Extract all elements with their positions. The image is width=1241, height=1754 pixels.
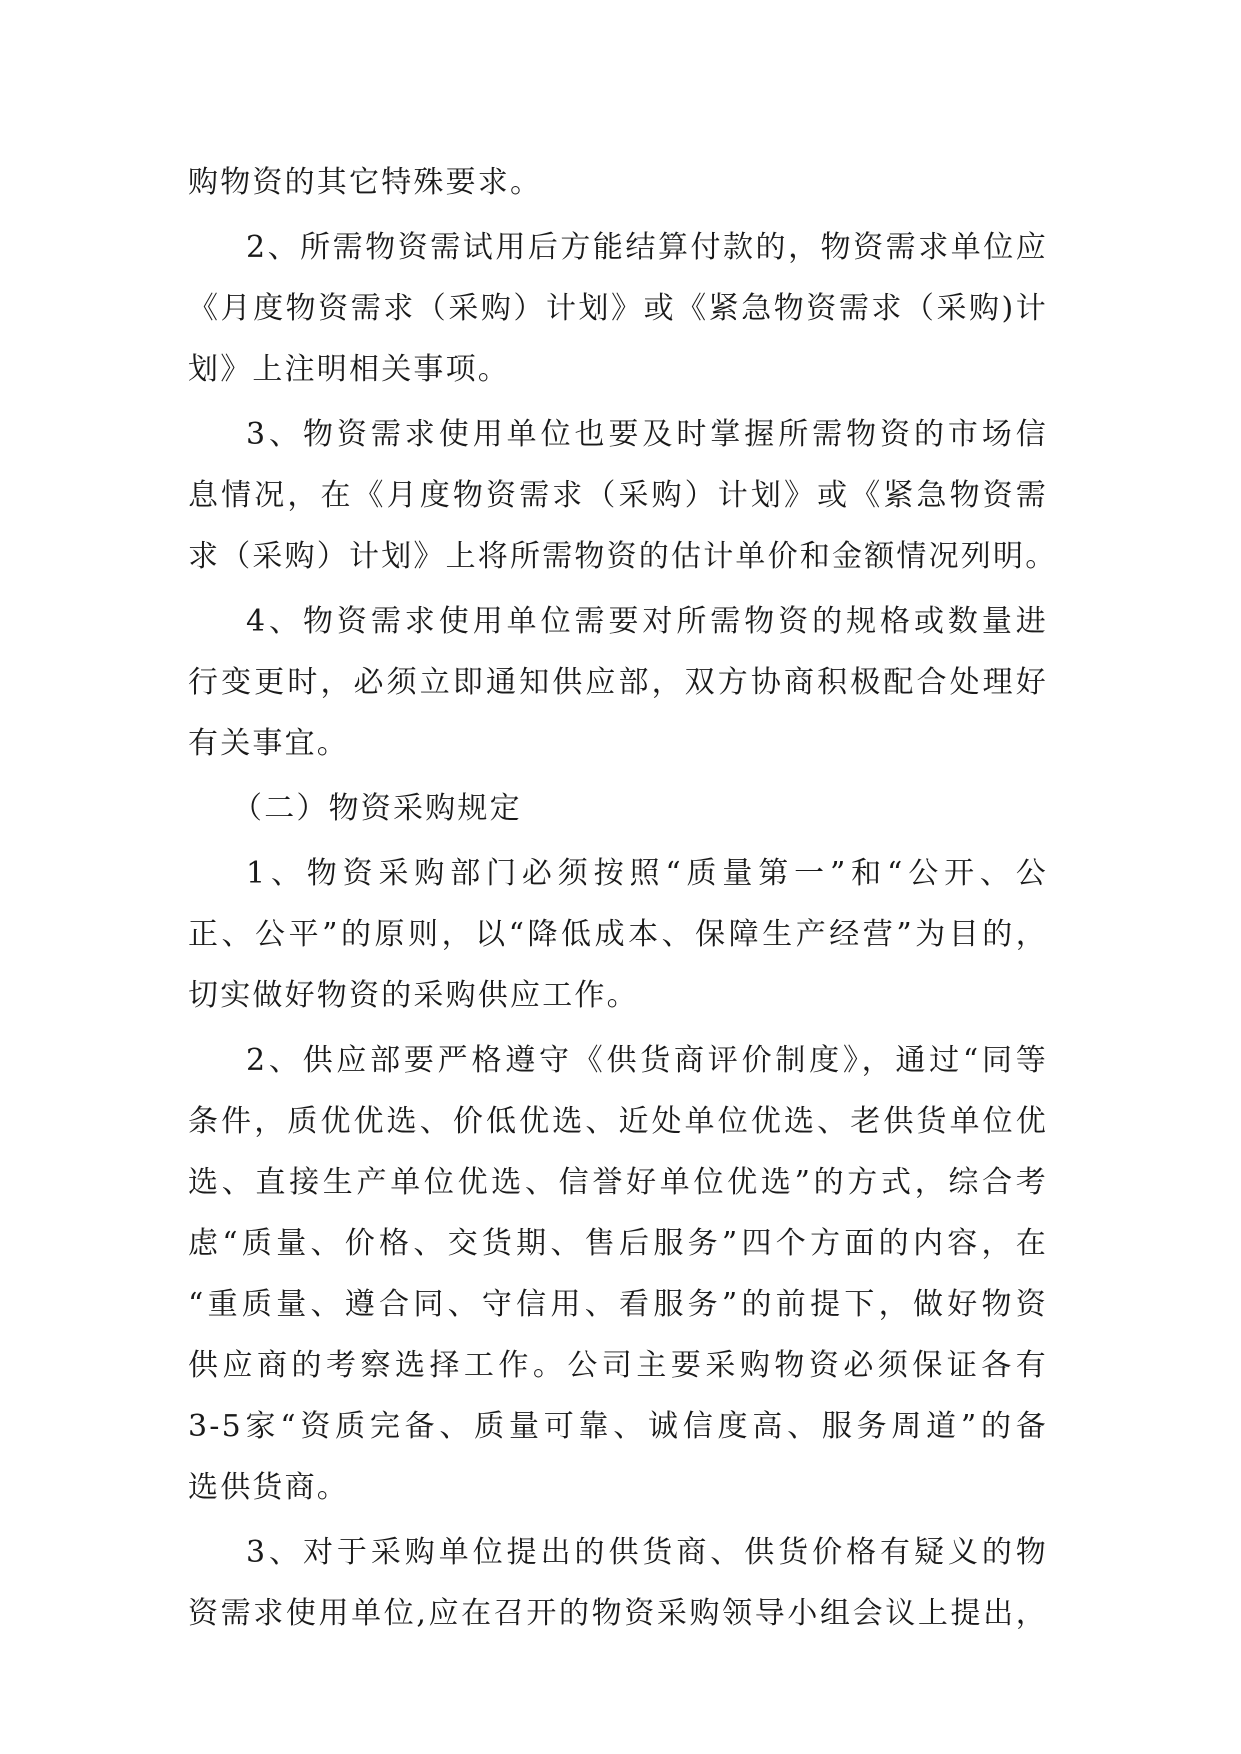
paragraph-line: 3、物资需求使用单位也要及时掌握所需物资的市场信	[246, 417, 1048, 452]
paragraph-line: “重质量、遵合同、守信用、看服务”的前提下，做好物资	[188, 1287, 1048, 1322]
paragraph-line: 购物资的其它特殊要求。	[188, 165, 543, 200]
document-body	[188, 152, 1058, 1644]
paragraph-line: 4、物资需求使用单位需要对所需物资的规格或数量进	[246, 604, 1048, 639]
paragraph-line: 有关事宜。	[188, 726, 349, 761]
paragraph-line: 3、对于采购单位提出的供货商、供货价格有疑义的物	[246, 1535, 1048, 1570]
paragraph-line: 《月度物资需求（采购）计划》或《紧急物资需求（采购)计	[188, 291, 1048, 326]
paragraph-line: 1、物资采购部门必须按照“质量第一”和“公开、公	[246, 856, 1048, 891]
paragraph-line: 2、供应部要严格遵守《供货商评价制度》，通过“同等	[246, 1043, 1048, 1078]
paragraph-line: 虑“质量、价格、交货期、售后服务”四个方面的内容，在	[188, 1226, 1048, 1261]
paragraph-line: 切实做好物资的采购供应工作。	[188, 978, 639, 1013]
paragraph-line: 资需求使用单位,应在召开的物资采购领导小组会议上提出，	[188, 1596, 1048, 1631]
paragraph-line: 划》上注明相关事项。	[188, 352, 510, 387]
paragraph-line: 正、公平”的原则，以“降低成本、保障生产经营”为目的，	[188, 917, 1048, 952]
paragraph-line: 3-5家“资质完备、质量可靠、诚信度高、服务周道”的备	[188, 1409, 1048, 1444]
paragraph-line: 息情况，在《月度物资需求（采购）计划》或《紧急物资需	[188, 478, 1048, 513]
paragraph-line: 条件，质优优选、价低优选、近处单位优选、老供货单位优	[188, 1104, 1048, 1139]
paragraph-line: 行变更时，必须立即通知供应部，双方协商积极配合处理好	[188, 665, 1048, 700]
paragraph-line: 2、所需物资需试用后方能结算付款的，物资需求单位应	[246, 230, 1048, 265]
paragraph-line: 求（采购）计划》上将所需物资的估计单价和金额情况列明。	[188, 539, 1058, 574]
paragraph-line: 选供货商。	[188, 1470, 349, 1505]
paragraph-line: 选、直接生产单位优选、信誉好单位优选”的方式，综合考	[188, 1165, 1048, 1200]
section-heading: （二）物资采购规定	[232, 791, 522, 826]
paragraph-line: 供应商的考察选择工作。公司主要采购物资必须保证各有	[188, 1348, 1048, 1383]
